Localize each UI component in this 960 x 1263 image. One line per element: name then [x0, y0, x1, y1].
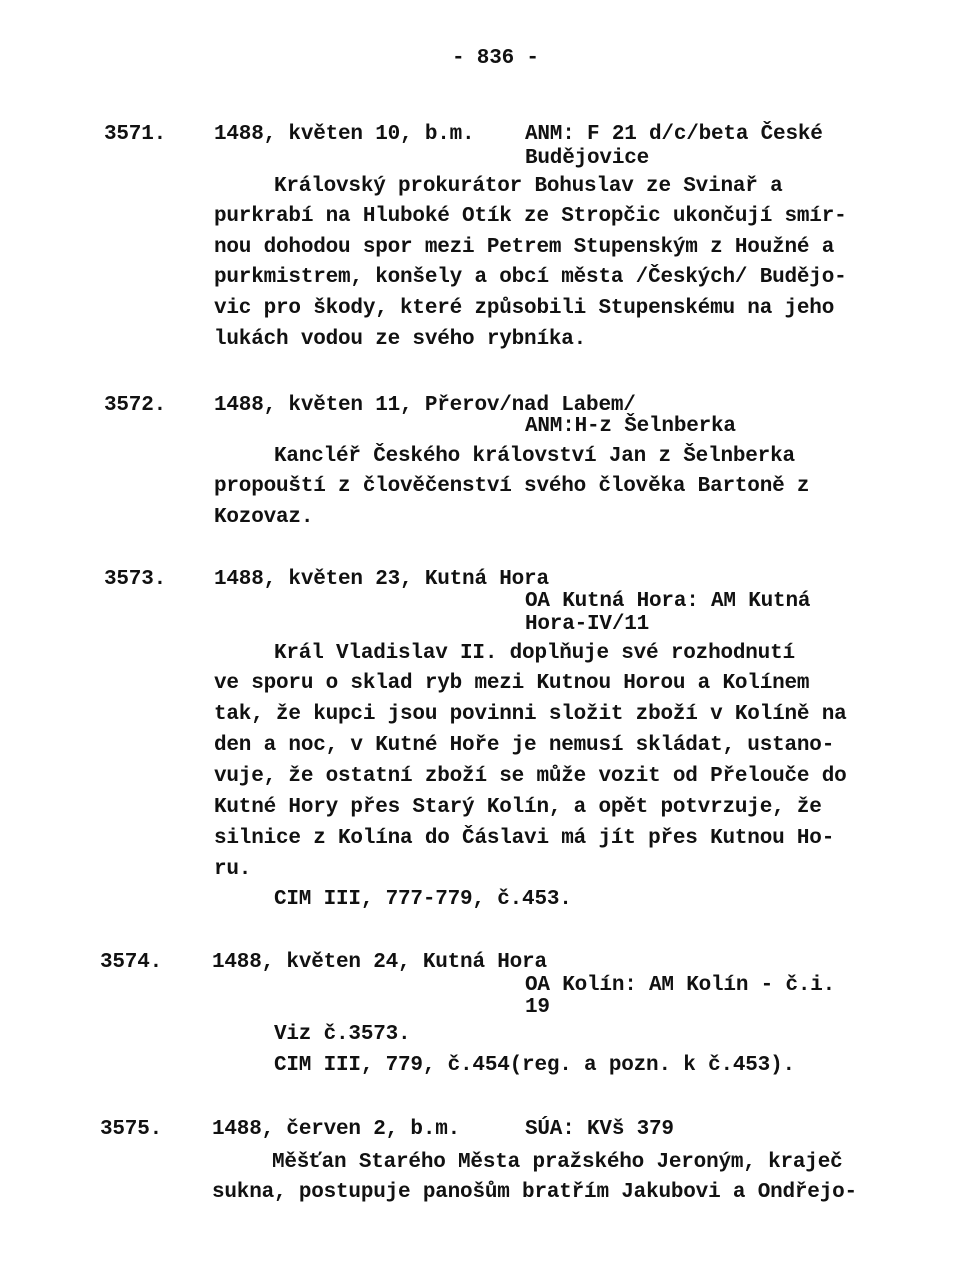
entry-text-line: tak, že kupci jsou povinni složit zboží v Kolíně na [214, 703, 847, 726]
entry-source: ANM: F 21 d/c/beta České [525, 123, 823, 146]
entry-text-line: nou dohodou spor mezi Petrem Stupenským z Houžné a [214, 236, 835, 259]
entry-text-line: Královský prokurátor Bohuslav ze Svinař a [274, 175, 783, 198]
entry-source: Budějovice [525, 147, 650, 170]
entry-date: 1488, květen 11, Přerov/nad Labem/ [214, 394, 636, 417]
entry-date: 1488, květen 23, Kutná Hora [214, 568, 549, 591]
entry-date: 1488, červen 2, b.m. [212, 1118, 461, 1141]
entry-source: SÚA: KVš 379 [525, 1118, 674, 1141]
entry-source: OA Kutná Hora: AM Kutná [525, 590, 811, 613]
entry-number: 3571. [104, 123, 167, 146]
entry-reference: CIM III, 777-779, č.453. [274, 888, 572, 911]
entry-text-line: propouští z člověčenství svého člověka Bartoně z [214, 475, 810, 498]
entry-text-line: Kutné Hory přes Starý Kolín, a opět potvrzuje, že [214, 796, 822, 819]
entry-text-line: purkrabí na Hluboké Otík ze Stropčic ukončují smír- [214, 205, 847, 228]
entry-text-line: Kozovaz. [214, 506, 314, 529]
entry-source: Hora-IV/11 [525, 613, 650, 636]
entry-reference: CIM III, 779, č.454(reg. a pozn. k č.453). [274, 1054, 795, 1077]
page-number: - 836 - [452, 47, 539, 70]
entry-text-line: sukna, postupuje panošům bratřím Jakubovi a Ondřejo- [212, 1181, 857, 1204]
entry-text-line: den a noc, v Kutné Hoře je nemusí skládat, ustano- [214, 734, 835, 757]
entry-number: 3572. [104, 394, 167, 417]
entry-text-line: ru. [214, 858, 252, 881]
entry-text-line: vuje, že ostatní zboží se může vozit od Přelouče do [214, 765, 847, 788]
entry-text-line: Viz č.3573. [274, 1023, 411, 1046]
entry-text-line: purkmistrem, konšely a obcí města /Českých/ Budějo- [214, 266, 847, 289]
entry-text-line: vic pro škody, které způsobili Stupenskému na jeho [214, 297, 835, 320]
entry-source: 19 [525, 996, 550, 1019]
entry-date: 1488, květen 24, Kutná Hora [212, 951, 547, 974]
entry-source: ANM:H-z Šelnberka [525, 415, 736, 438]
entry-text-line: lukách vodou ze svého rybníka. [214, 328, 587, 351]
entry-text-line: Král Vladislav II. doplňuje své rozhodnutí [274, 642, 795, 665]
entry-number: 3573. [104, 568, 167, 591]
entry-date: 1488, květen 10, b.m. [214, 123, 475, 146]
entry-text-line: Kancléř Českého království Jan z Šelnberka [274, 445, 795, 468]
entry-source: OA Kolín: AM Kolín - č.i. [525, 974, 836, 997]
entry-text-line: ve sporu o sklad ryb mezi Kutnou Horou a Kolínem [214, 672, 810, 695]
entry-number: 3575. [100, 1118, 163, 1141]
entry-text-line: Měšťan Starého Města pražského Jeroným, kraječ [272, 1151, 843, 1174]
entry-number: 3574. [100, 951, 163, 974]
entry-text-line: silnice z Kolína do Čáslavi má jít přes Kutnou Ho- [214, 827, 835, 850]
